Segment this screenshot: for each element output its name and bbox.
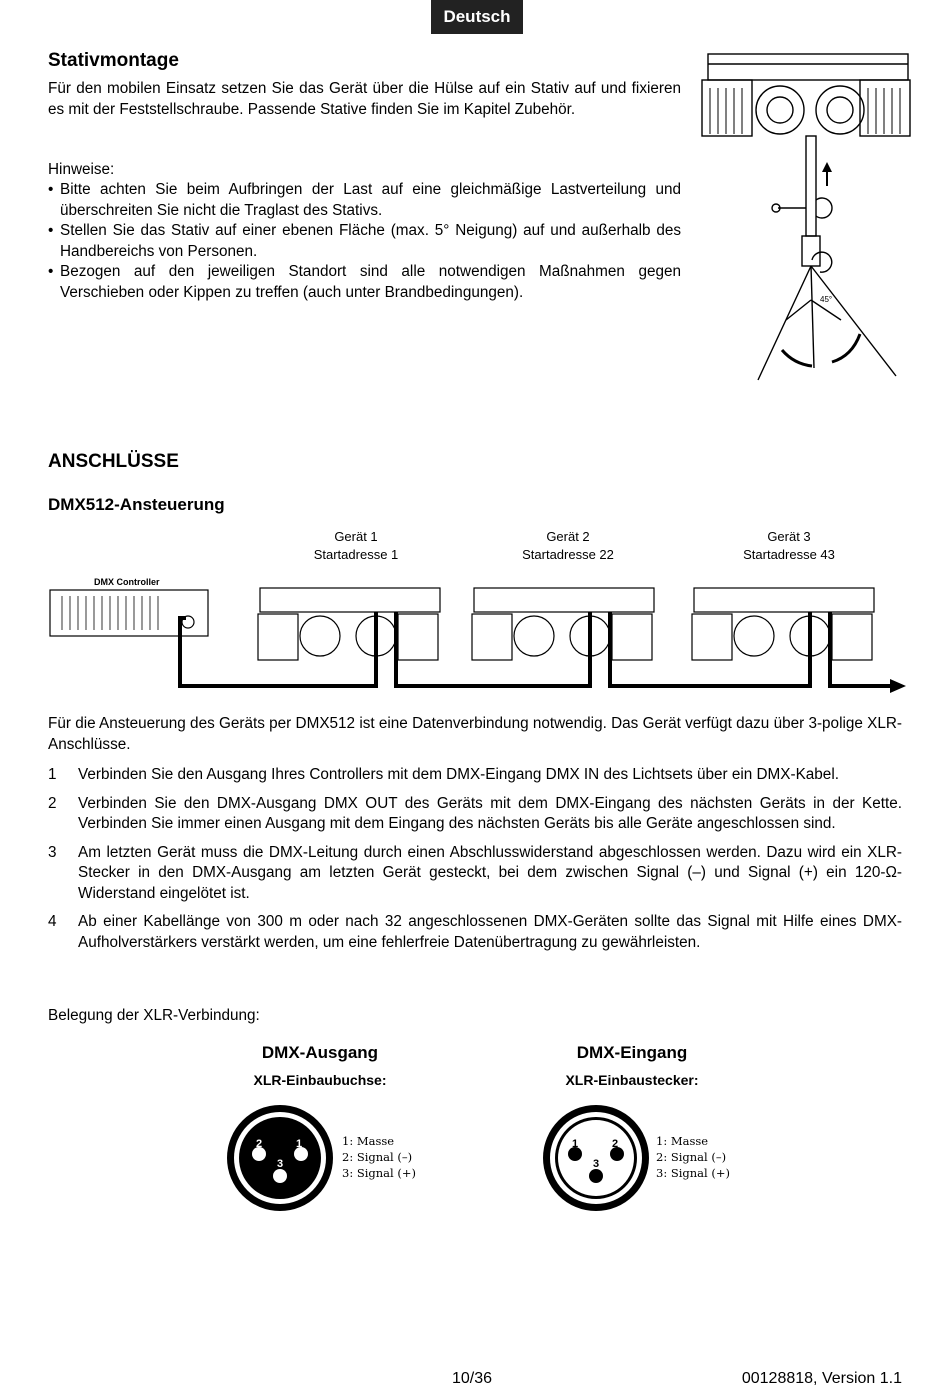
xlr-plug-diagram xyxy=(542,1104,650,1212)
controller-label: DMX Controller xyxy=(94,577,160,587)
fixture-par-left xyxy=(756,86,804,134)
subsection-title-dmx: DMX512-Ansteuerung xyxy=(48,495,225,514)
up-arrow-icon xyxy=(822,162,832,186)
device-label-3 xyxy=(709,528,869,564)
arrow-right-icon xyxy=(890,679,906,693)
angle-label: 45° xyxy=(820,295,833,304)
fixture-device-1 xyxy=(258,588,440,660)
device-label-2 xyxy=(488,528,648,564)
dmx-cable xyxy=(610,612,810,686)
pin-label: 2 xyxy=(612,1138,619,1150)
dmx-cable xyxy=(180,612,376,686)
step-number: 4 xyxy=(48,913,57,930)
stand-illustration xyxy=(696,50,916,390)
step-number: 2 xyxy=(48,794,57,812)
step-number: 3 xyxy=(48,843,57,861)
notes-list xyxy=(48,180,681,303)
pin-label: 1 xyxy=(572,1138,579,1150)
pin-desc: 3: Signal (+) xyxy=(342,1166,416,1180)
section-title-stativmontage: Stativmontage xyxy=(48,50,179,71)
section-title-anschluesse: ANSCHLÜSSE xyxy=(48,451,179,472)
device-label-1 xyxy=(276,528,436,564)
step-text: Verbinden Sie den DMX-Ausgang DMX OUT des Geräts mit dem DMX-Eingang des nächsten Geräts in der Kette. Verbinden Sie immer einen Ausgang mit dem Eingang des nächsten Geräts bis alle Geräte angeschlossen sind. xyxy=(78,794,902,832)
pin-desc: 3: Signal (+) xyxy=(656,1166,730,1180)
dmx-steps xyxy=(48,765,902,961)
stand-leg-right xyxy=(811,266,896,376)
xlr-output-pinlist xyxy=(342,1133,416,1181)
document-version: 00128818, Version 1.1 xyxy=(741,1370,902,1387)
step-text: Ab einer Kabellänge von 300 m oder nach 32 angeschlossenen DMX-Geräten sollte das Signal mit Hilfe eines DMX-Aufholverstärkers verstärkt werden, um eine fehlerfreie Datenübertragung zu gewährleisten. xyxy=(78,913,902,951)
pin-desc: 1: Masse xyxy=(656,1134,709,1148)
device-name: Gerät 1 xyxy=(334,529,378,544)
note-item: • Stellen Sie das Stativ auf einer ebenen Fläche (max. 5° Neigung) auf und außerhalb des Handbereichs von Personen. xyxy=(48,221,681,262)
dmx-cable xyxy=(396,612,590,686)
step-item xyxy=(48,794,902,835)
fixture-par-right xyxy=(816,86,864,134)
device-address: Startadresse 1 xyxy=(313,547,399,562)
dmx-intro: Für die Ansteuerung des Geräts per DMX512 ist eine Datenverbindung notwendig. Das Gerät verfügt dazu über 3-polige XLR-Anschlüsse. xyxy=(48,715,902,753)
note-item: • Bezogen auf den jeweiligen Standort sind alle notwendigen Maßnahmen gegen Verschieben oder Kippen zu treffen (auch unter Brandbedingungen). xyxy=(48,262,681,303)
xlr-output-title: DMX-Ausgang xyxy=(261,1043,379,1062)
device-address: Startadresse 22 xyxy=(522,547,614,562)
xlr-caption: Belegung der XLR-Verbindung: xyxy=(48,1007,260,1024)
step-item xyxy=(48,912,902,953)
device-name: Gerät 2 xyxy=(546,529,590,544)
pin-desc: 1: Masse xyxy=(342,1134,395,1148)
pin-label: 1 xyxy=(296,1138,303,1150)
fixture-device-2 xyxy=(472,588,654,660)
device-name: Gerät 3 xyxy=(767,529,811,544)
light-bar-body xyxy=(708,54,908,80)
xlr-input-subtitle: XLR-Einbaustecker: xyxy=(565,1072,699,1088)
xlr-output-subtitle: XLR-Einbaubuchse: xyxy=(253,1072,387,1088)
stand-pole xyxy=(806,136,816,236)
pin-label: 3 xyxy=(277,1158,284,1170)
step-text: Verbinden Sie den Ausgang Ihres Controllers mit dem DMX-Eingang DMX IN des Lichtsets über ein DMX-Kabel. xyxy=(78,766,839,783)
xlr-input-title: DMX-Eingang xyxy=(576,1043,688,1062)
device-address: Startadresse 43 xyxy=(743,547,835,562)
notes-title: Hinweise: xyxy=(48,161,115,178)
step-text: Am letzten Gerät muss die DMX-Leitung durch einen Abschlusswiderstand abgeschlossen werden. Dazu wird ein XLR-Stecker in den DMX-Ausgang am letzten Gerät gesteckt, bei dem zwischen Signal (–) und Signal (+) ein 120-Ω-Widerstand eingelötet ist. xyxy=(78,843,902,902)
xlr-input-pinlist xyxy=(656,1133,730,1181)
pin-3 xyxy=(589,1169,603,1183)
language-badge: Deutsch xyxy=(431,0,523,34)
xlr-socket-diagram xyxy=(226,1104,334,1212)
pin-desc: 2: Signal (–) xyxy=(656,1150,727,1164)
pin-label: 2 xyxy=(256,1138,263,1150)
note-item: • Bitte achten Sie beim Aufbringen der Last auf eine gleichmäßige Lastverteilung und überschreiten Sie nicht die Traglast des Stativs. xyxy=(48,180,681,221)
step-item xyxy=(48,765,902,786)
page-number: 10/36 xyxy=(452,1370,493,1387)
pin-label: 3 xyxy=(593,1158,600,1170)
dmx-controller xyxy=(50,590,208,636)
stativ-intro: Für den mobilen Einsatz setzen Sie das Gerät über die Hülse auf ein Stativ auf und fixieren es mit der Feststellschraube. Passende Stative finden Sie im Kapitel Zubehör. xyxy=(48,80,681,118)
dmx-cable xyxy=(830,612,892,686)
step-number: 1 xyxy=(48,766,57,783)
pin-3 xyxy=(273,1169,287,1183)
fixture-device-3 xyxy=(692,588,874,660)
step-item xyxy=(48,843,902,905)
pin-desc: 2: Signal (–) xyxy=(342,1150,413,1164)
dmx-chain-diagram xyxy=(46,574,910,698)
